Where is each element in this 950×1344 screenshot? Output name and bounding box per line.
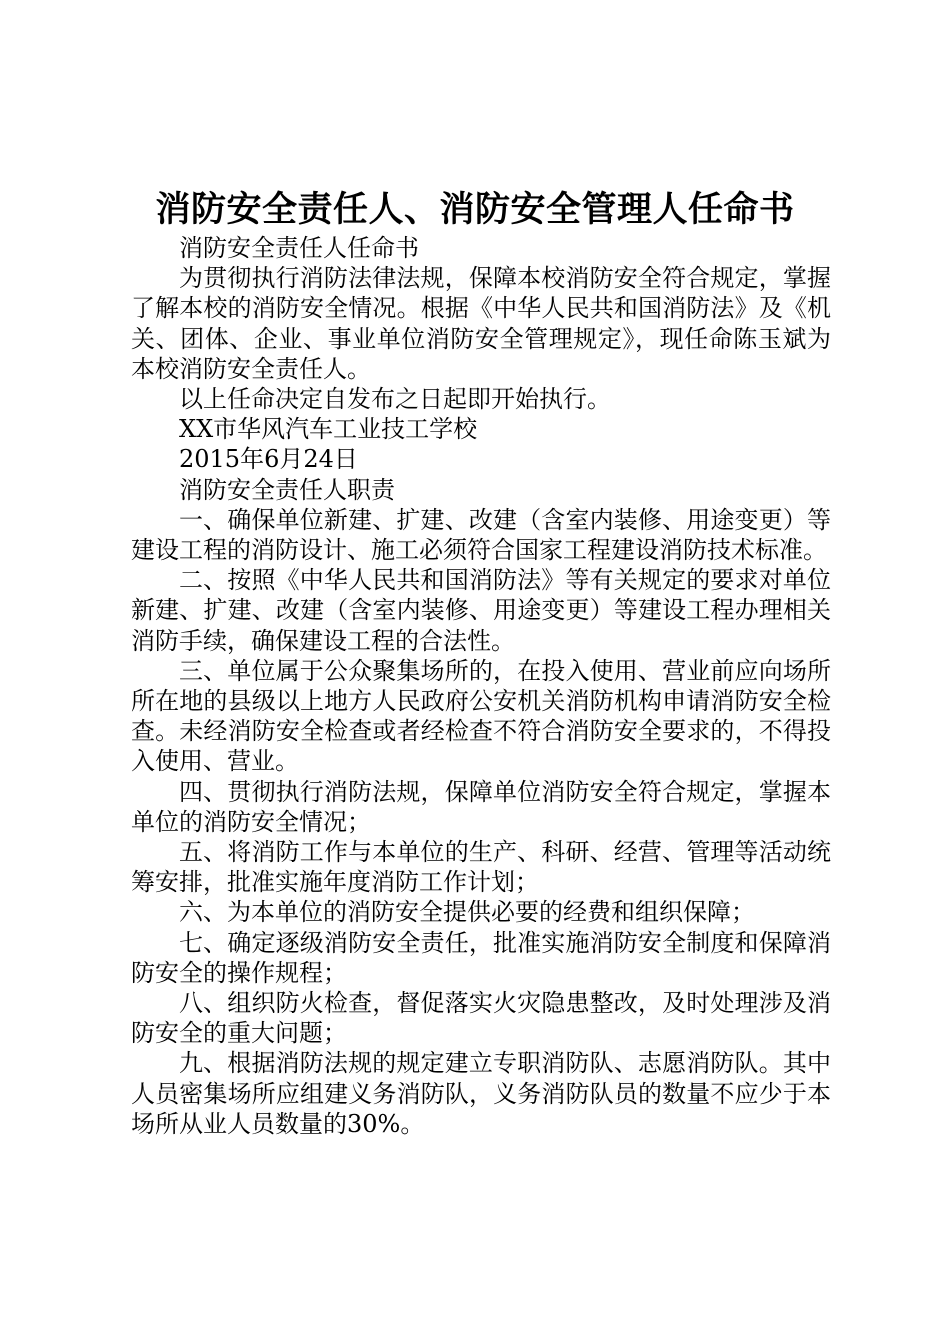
duty-item: 三、单位属于公众聚集场所的，在投入使用、营业前应向场所所在地的县级以上地方人民政府公安机关消防机构申请消防安全检查。未经消防安全检查或者经检查不符合消防安全要求的，不得投入使用、营业。 [131,656,831,776]
document-title: 消防安全责任人、消防安全管理人任命书 [155,190,795,230]
duty-item: 六、为本单位的消防安全提供必要的经费和组织保障； [179,898,755,927]
duty-item: 二、按照《中华人民共和国消防法》等有关规定的要求对单位新建、扩建、改建（含室内装修、用途变更）等建设工程办理相关消防手续，确保建设工程的合法性。 [131,566,831,655]
school-name: XX市华风汽车工业技工学校 [179,415,478,444]
document-date: 2015年6月24日 [179,445,358,474]
duty-item: 九、根据消防法规的规定建立专职消防队、志愿消防队。其中人员密集场所应组建义务消防队，义务消防队员的数量不应少于本场所从业人员数量的30%。 [131,1049,831,1138]
document-body [131,233,831,1139]
duty-item: 一、确保单位新建、扩建、改建（含室内装修、用途变更）等建设工程的消防设计、施工必须符合国家工程建设消防技术标准。 [131,505,831,565]
duty-item: 五、将消防工作与本单位的生产、科研、经营、管理等活动统筹安排，批准实施年度消防工作计划； [131,838,831,897]
subtitle-duties: 消防安全责任人职责 [179,475,395,504]
duty-item: 八、组织防火检查，督促落实火灾隐患整改，及时处理涉及消防安全的重大问题； [131,989,831,1048]
paragraph-effective: 以上任命决定自发布之日起即开始执行。 [179,385,611,414]
duty-item: 四、贯彻执行消防法规，保障单位消防安全符合规定，掌握本单位的消防安全情况； [131,777,831,836]
duty-item: 七、确定逐级消防安全责任，批准实施消防安全制度和保障消防安全的操作规程； [131,928,831,987]
subtitle-appointment: 消防安全责任人任命书 [179,234,419,262]
paragraph-appointment: 为贯彻执行消防法律法规，保障本校消防安全符合规定，掌握了解本校的消防安全情况。根据《中华人民共和国消防法》及《机关、团体、企业、事业单位消防安全管理规定》，现任命陈玉斌为本校消防安全责任人。 [131,264,831,383]
